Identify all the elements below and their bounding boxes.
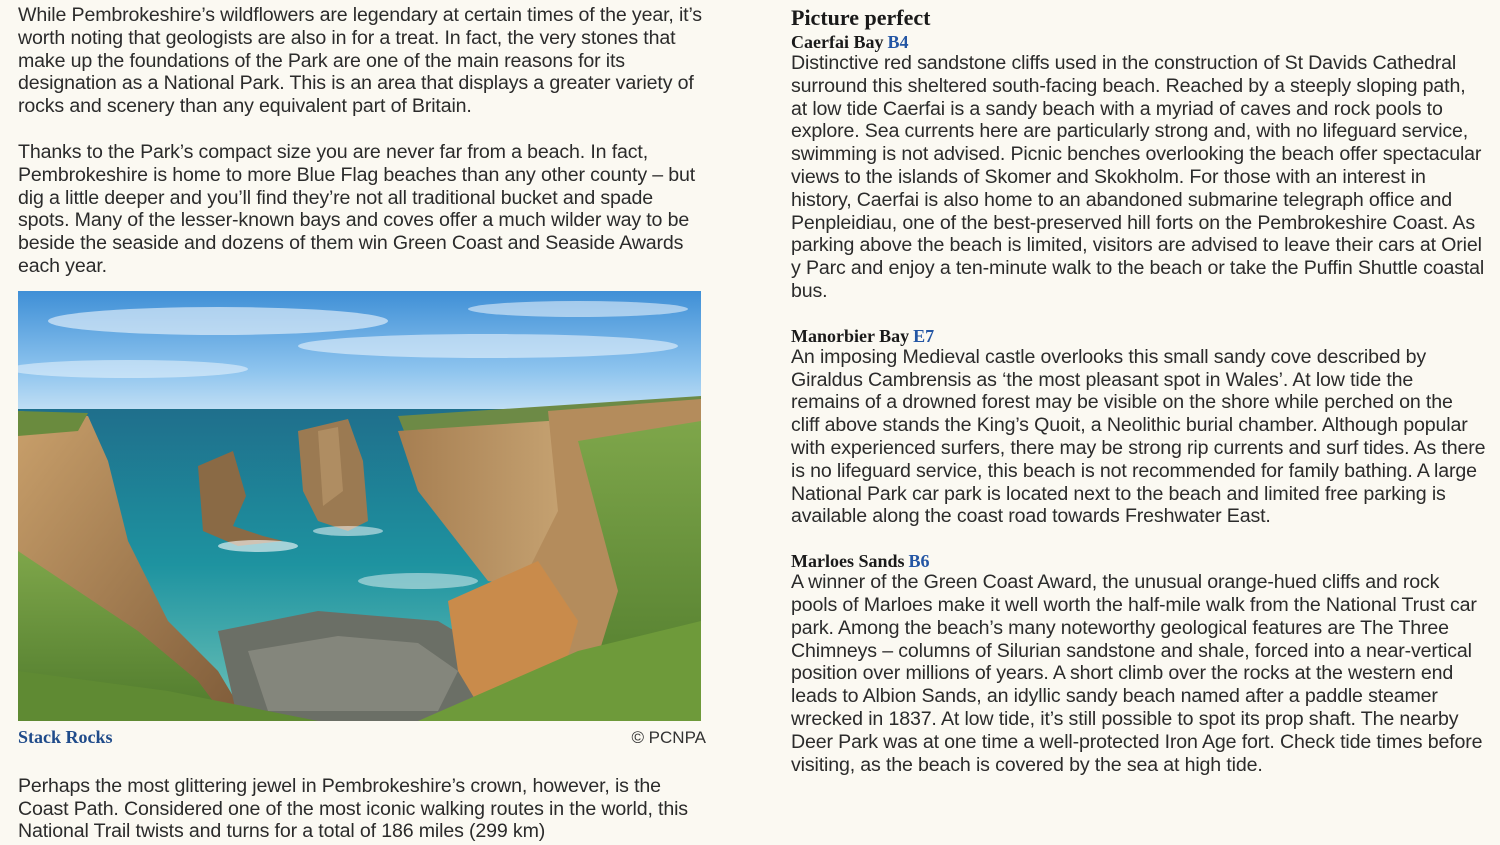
beach-heading: [791, 551, 1486, 571]
beach-description: Distinctive red sandstone cliffs used in the construction of St Davids Cathedral surround this sheltered south-facing beach. Reached by a steeply sloping path, at low tide Caerfai is a sandy beach with a myriad of caves and rock pools to explore. Sea currents here are particularly strong and, with no lifeguard service, swimming is not advised. Picnic benches overlooking the beach offer spectacular views to the islands of Skomer and Skokholm. For those with an interest in history, Caerfai is also home to an abandoned submarine telegraph office and Penpleidiau, one of the best-preserved hill forts on the Pembrokeshire Coast. As parking above the beach is limited, visitors are advised to leave their cars at Oriel y Parc and enjoy a ten-minute walk to the beach or take the Puffin Shuttle coastal bus.: [791, 52, 1485, 302]
section-title: Picture perfect: [791, 5, 931, 30]
beach-description: A winner of the Green Coast Award, the unusual orange-hued cliffs and rock pools of Marloes make it well worth the half-mile walk from the National Trust car park. Among the beach’s many noteworthy geological features are The Three Chimneys – columns of Silurian sandstone and shale, forced into a near-vertical position over millions of years. A short climb over the rocks at the western end leads to Albion Sands, an idyllic sandy beach named after a paddle steamer wrecked in 1837. At low tide, it’s still possible to spot its prop shaft. The nearby Deer Park was at one time a well-protected Iron Age fort. Check tide times before visiting, as the beach is covered by the sea at high tide.: [791, 571, 1483, 776]
beach-entry: [791, 551, 1486, 776]
map-reference: E7: [913, 325, 935, 346]
map-reference: B6: [908, 551, 930, 572]
photo-caption: Stack Rocks: [18, 726, 113, 747]
photo-caption-row: [18, 723, 706, 753]
beach-name: Manorbier Bay: [791, 325, 910, 346]
photo-credit: © PCNPA: [631, 727, 706, 747]
beach-heading: [791, 32, 1486, 52]
beach-name: Marloes Sands: [791, 551, 905, 572]
stack-rocks-photo: [18, 291, 701, 721]
geology-paragraph: While Pembrokeshire’s wildflowers are legendary at certain times of the year, it’s worth noting that geologists are also in for a treat. In fact, the very stones that make up the foundations of the Park are one of the main reasons for its designation as a National Park. This is an area that displays a greater variety of rocks and scenery than any equivalent part of Britain.: [18, 4, 702, 118]
beach-name: Caerfai Bay: [791, 32, 884, 52]
beaches-paragraph: Thanks to the Park’s compact size you are never far from a beach. In fact, Pembrokeshire is home to more Blue Flag beaches than any other county – but dig a little deeper and you’ll find they’re not all traditional bucket and spade spots. Many of the lesser-known bays and coves offer a much wilder way to be beside the seaside and dozens of them win Green Coast and Seaside Awards each year.: [18, 140, 696, 277]
right-column: [791, 4, 1486, 776]
beach-entry: [791, 326, 1486, 528]
left-column: [18, 4, 708, 843]
coast-path-paragraph: Perhaps the most glittering jewel in Pembrokeshire’s crown, however, is the Coast Path. Considered one of the most iconic walking routes in the world, this National Trail twists and turns for a total of 186 miles (299 km): [18, 774, 688, 843]
map-reference: B4: [887, 32, 909, 52]
beach-heading: [791, 326, 1486, 346]
beach-description: An imposing Medieval castle overlooks this small sandy cove described by Giraldus Cambrensis as ‘the most pleasant spot in Wales’. At low tide the remains of a drowned forest may be visible on the shore while perched on the cliff above stands the King’s Quoit, a Neolithic burial chamber. Although popular with experienced surfers, there may be strong rip currents and surf tides. As there is no lifeguard service, this beach is not recommended for family bathing. A large National Park car park is located next to the beach and limited free parking is available along the coast road towards Freshwater East.: [791, 345, 1486, 528]
beach-entry: [791, 32, 1486, 303]
